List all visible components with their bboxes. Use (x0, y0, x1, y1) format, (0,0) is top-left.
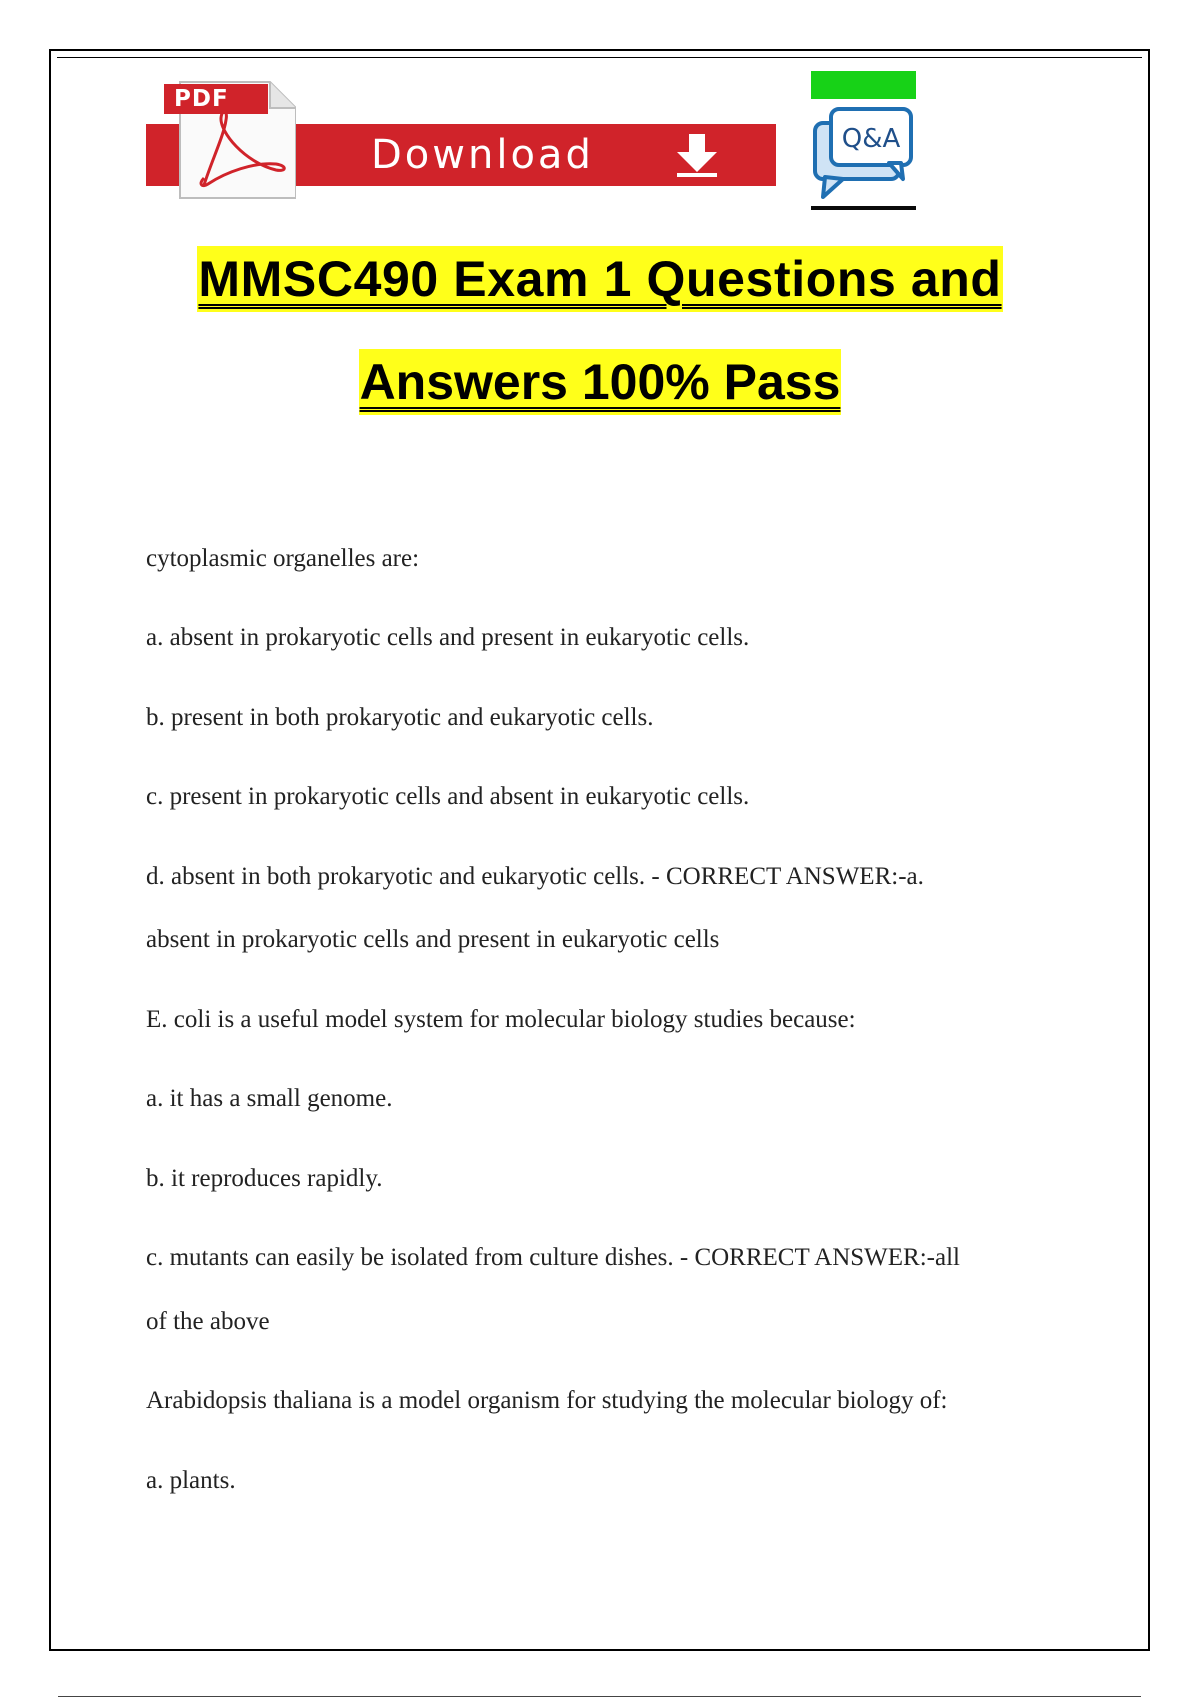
download-label: Download (371, 132, 594, 178)
title-line-1: MMSC490 Exam 1 Questions and (197, 246, 1002, 312)
qa-badge (811, 71, 916, 211)
qa-top-bar (811, 71, 916, 99)
document-title (100, 246, 1100, 415)
correct-answer-text: absent in prokaryotic cells and present in eukaryotic cells (146, 926, 720, 953)
page-bottom-rule (58, 1696, 1141, 1697)
answer-option: a. it has a small genome. (146, 1085, 393, 1112)
qa-label: Q&A (841, 124, 901, 154)
answer-option: c. present in prokaryotic cells and absent in eukaryotic cells. (146, 783, 750, 810)
download-arrow-icon (672, 132, 722, 178)
answer-option: a. absent in prokaryotic cells and present in eukaryotic cells. (146, 624, 750, 651)
pdf-label: PDF (164, 84, 268, 114)
title-line-2: Answers 100% Pass (359, 349, 842, 415)
answer-option: c. mutants can easily be isolated from culture dishes. - CORRECT ANSWER:-all (146, 1244, 960, 1271)
pdf-download-banner[interactable] (146, 80, 776, 200)
chat-bubbles-icon (811, 101, 916, 206)
qa-bottom-bar (811, 206, 916, 210)
answer-option: a. plants. (146, 1467, 236, 1494)
answer-option: d. absent in both prokaryotic and eukaryotic cells. - CORRECT ANSWER:-a. (146, 863, 924, 890)
answer-option: b. present in both prokaryotic and eukaryotic cells. (146, 704, 654, 731)
question-text: cytoplasmic organelles are: (146, 545, 420, 572)
pdf-document-icon (164, 80, 296, 200)
question-text: Arabidopsis thaliana is a model organism for studying the molecular biology of: (146, 1387, 948, 1414)
answer-option: b. it reproduces rapidly. (146, 1165, 383, 1192)
correct-answer-text: of the above (146, 1308, 270, 1335)
question-text: E. coli is a useful model system for molecular biology studies because: (146, 1006, 856, 1033)
